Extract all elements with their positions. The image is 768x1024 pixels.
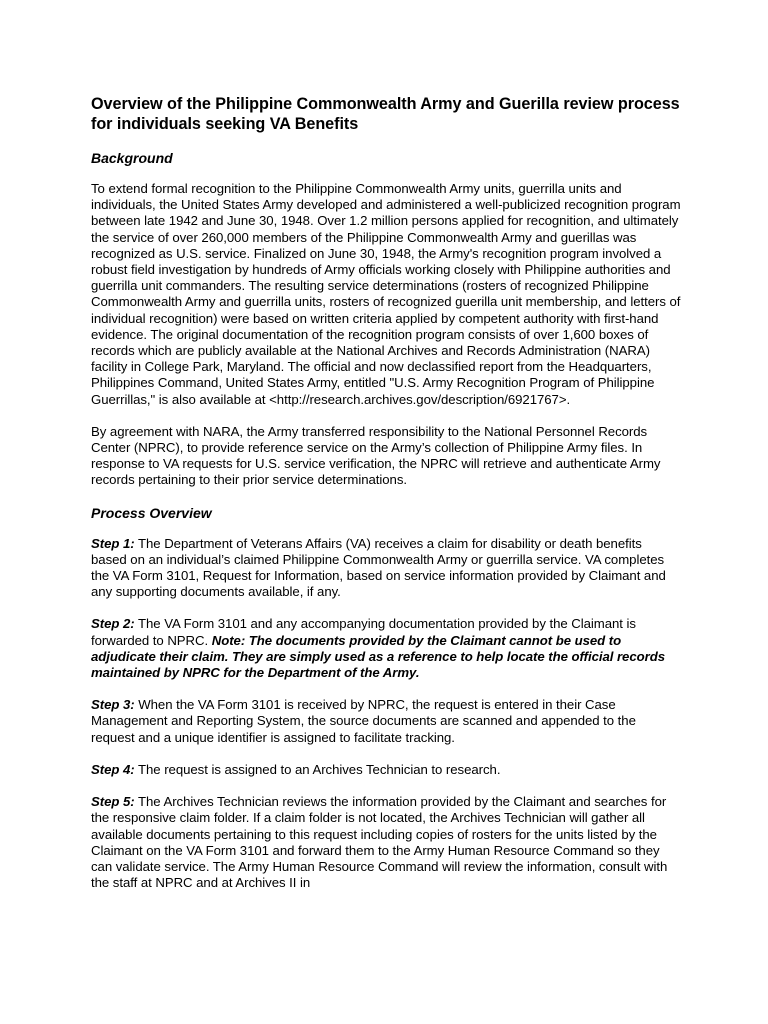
background-paragraph-1: To extend formal recognition to the Philippine Commonwealth Army units, guerrilla units and individuals, the United States Army developed and administered a well-publicized recognition program between late 1942 and June 30, 1948. Over 1.2 million persons applied for recognition, and ultimately the service of over 260,000 members of the Philippine Commonwealth Army and guerillas was recognized as U.S. service. Finalized on June 30, 1948, the Army's recognition program involved a robust field investigation by hundreds of Army officials working closely with Philippine authorities and guerrilla unit commanders. The resulting service determinations (rosters of recognized Philippine Commonwealth Army and guerrilla units, rosters of recognized guerilla unit membership, and letters of individual recognition) were based on written criteria applied by competent authority with first-hand evidence. The original documentation of the recognition program consists of over 1,600 boxes of records which are publicly available at the National Archives and Records Administration (NARA) facility in College Park, Maryland. The official and now declassified report from the Headquarters, Philippines Command, United States Army, entitled "U.S. Army Recognition Program of Philippine Guerrillas," is also available at <http://research.archives.gov/description/6921767>. [91, 181, 681, 407]
step-5-label: Step 5: [91, 794, 135, 810]
document-title: Overview of the Philippine Commonwealth Army and Guerilla review process for individuals seeking VA Benefits [91, 95, 680, 133]
process-overview-heading: Process Overview [91, 504, 212, 521]
step-1-paragraph [91, 536, 681, 601]
step-3-label: Step 3: [91, 697, 135, 713]
step-4-paragraph [91, 762, 681, 778]
step-5-paragraph [91, 794, 681, 891]
step-2-text: The VA Form 3101 and any accompanying documentation provided by the Claimant is forwarded to NPRC. [91, 616, 636, 648]
step-1-text: The Department of Veterans Affairs (VA) receives a claim for disability or death benefits based on an individual’s claimed Philippine Commonwealth Army or guerrilla service. VA completes the VA Form 3101, Request for Information, based on service information provided by Claimant and any supporting documents available, if any. [91, 535, 666, 600]
step-5-text: The Archives Technician reviews the information provided by the Claimant and searches for the responsive claim folder. If a claim folder is not located, the Archives Technician will gather all available documents pertaining to this request including copies of rosters for the units listed by the Claimant on the VA Form 3101 and forward them to the Army Human Resource Command so they can validate service. The Army Human Resource Command will review the information, consult with the staff at NPRC and at Archives II in [91, 794, 668, 891]
step-2-note: Note: The documents provided by the Claimant cannot be used to adjudicate their claim. They are simply used as a reference to help locate the official records maintained by NPRC for the Department of the Army. [91, 632, 666, 681]
step-2-paragraph [91, 616, 681, 681]
step-1-label: Step 1: [91, 535, 135, 551]
background-paragraph-2: By agreement with NARA, the Army transferred responsibility to the National Personnel Records Center (NPRC), to provide reference service on the Army’s collection of Philippine Army files. In response to VA requests for U.S. service verification, the NPRC will retrieve and authenticate Army records pertaining to their prior service determinations. [91, 423, 661, 488]
step-2-label: Step 2: [91, 616, 135, 632]
step-3-text: When the VA Form 3101 is received by NPRC, the request is entered in their Case Management and Reporting System, the source documents are scanned and appended to the request and a unique identifier is assigned to facilitate tracking. [91, 697, 636, 745]
step-4-text: The request is assigned to an Archives Technician to research. [134, 761, 501, 777]
step-3-paragraph [91, 697, 681, 746]
background-heading: Background [91, 150, 173, 166]
step-4-label: Step 4: [91, 761, 135, 777]
document-page [91, 94, 681, 907]
